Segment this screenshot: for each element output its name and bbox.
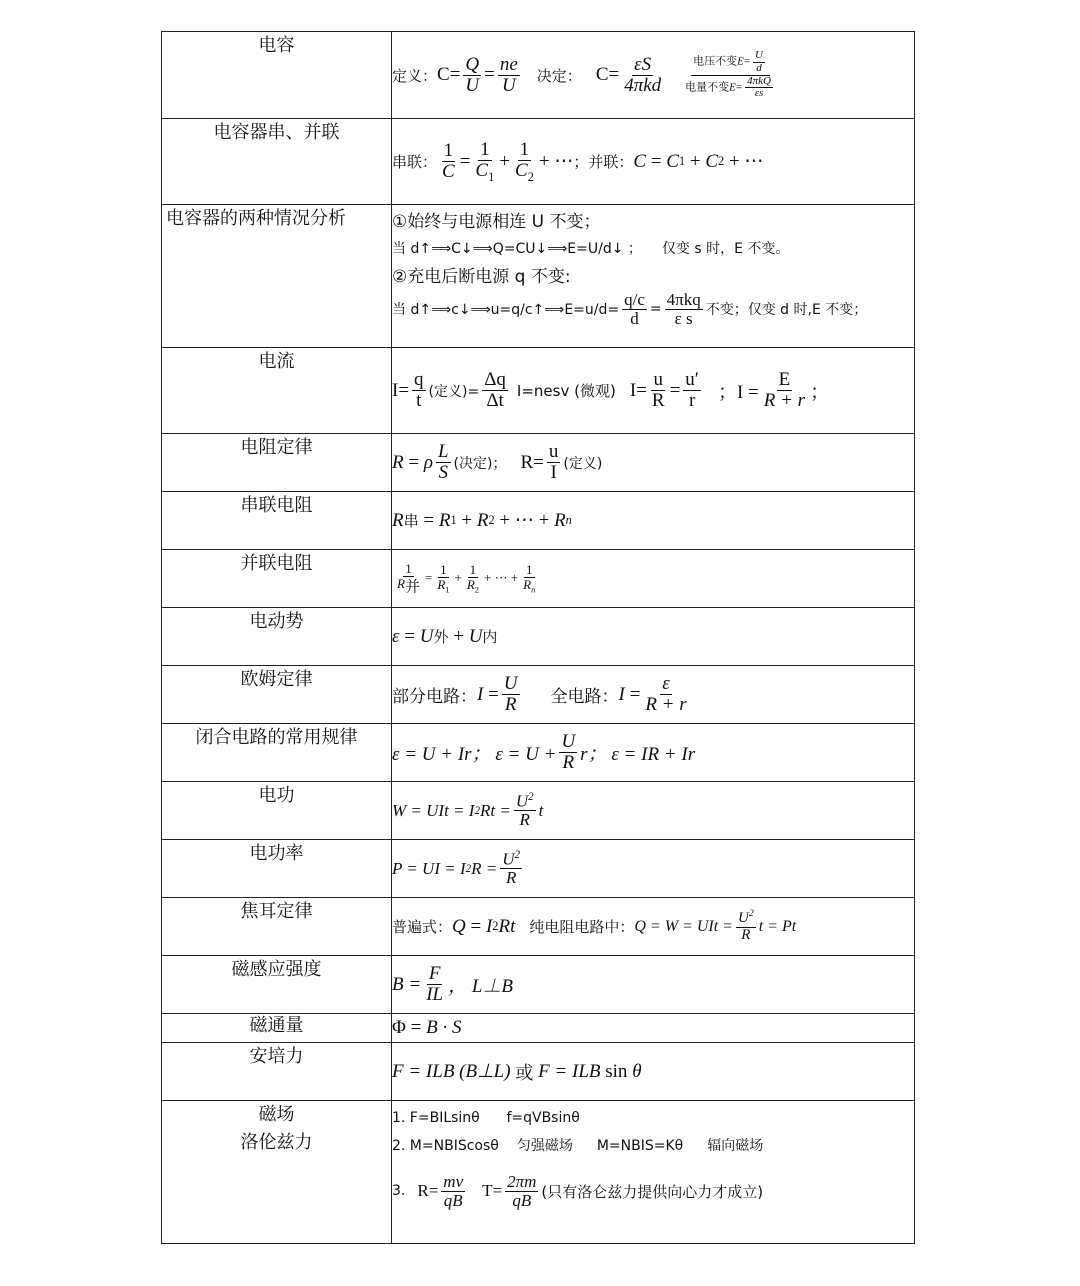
table-row <box>162 32 915 119</box>
table-row <box>162 205 915 348</box>
electric-power-formula: P = UI = I 2 R = $\frac{U^2}{R}$ <box>392 840 915 898</box>
row-label: 电容器的两种情况分析 <box>162 205 392 348</box>
table-row <box>162 119 915 205</box>
table-row <box>162 840 915 898</box>
table-row <box>162 666 915 724</box>
table-row <box>162 782 915 840</box>
table-row <box>162 1043 915 1101</box>
row-label: 磁通量 <box>162 1014 392 1043</box>
table-row <box>162 434 915 492</box>
closed-circuit-formula: ε = U + Ir； ε = U + $\frac{U}{R}$ r； ε = IR + Ir <box>392 724 915 782</box>
table-row <box>162 1014 915 1043</box>
row-label: 电容器串、并联 <box>162 119 392 205</box>
table-row <box>162 1101 915 1244</box>
magnetic-field-lorentz-formula: 1. F=BILsinθ f=qVBsinθ 2. M=NBIScosθ 匀强磁场 M=NBIS=Kθ 辐向磁场 3. R= $\frac{mv}{qB}$ T= $\frac{2\pi m}{qB}$ (只有洛仑兹力提供向心力才成立) <box>392 1101 915 1244</box>
row-label: 磁感应强度 <box>162 956 392 1014</box>
current-formula: I= $\frac{q}{t}$ (定义)= $\frac{\Delta q}{\Delta t}$ I=nesv (微观) I= $\frac{u}{R}$ = $\frac{u'}{r}$ ；I = $\frac{E}{R + r}$ ； <box>392 348 915 434</box>
row-label: 电流 <box>162 348 392 434</box>
electric-work-formula: W = UIt = I 2 Rt = $\frac{U^2}{R}$ t <box>392 782 915 840</box>
magnetic-induction-formula: B = $\frac{F}{IL}$ ， L⊥B <box>392 956 915 1014</box>
row-label: 欧姆定律 <box>162 666 392 724</box>
table-row <box>162 550 915 608</box>
table-row <box>162 492 915 550</box>
row-label: 串联电阻 <box>162 492 392 550</box>
table-row <box>162 348 915 434</box>
row-label: 电功 <box>162 782 392 840</box>
capacitor-series-parallel-formula: 串联： $\frac{1}{C}$ = $\frac{1}{C_1}$ + $\frac{1}{C_2}$ + ⋯ ；并联： C = C 1 + C 2 + ⋯ <box>392 119 915 205</box>
emf-formula: ε = U 外 + U 内 <box>392 608 915 666</box>
row-label: 电容 <box>162 32 392 119</box>
row-label: 磁场 洛伦兹力 <box>162 1101 392 1244</box>
row-label: 焦耳定律 <box>162 898 392 956</box>
magnetic-flux-formula: Φ = B · S <box>392 1014 915 1043</box>
parallel-resistance-formula: $\frac{1}{R_并}$ = $\frac{1}{R_1}$ + $\frac{1}{R_2}$ + ⋯ + $\frac{1}{R_n}$ <box>392 550 915 608</box>
physics-formula-table <box>161 31 915 1244</box>
capacitor-cases-analysis: ①始终与电源相连 U 不变； 当 d↑⟹C↓⟹Q=CU↓⟹E=U/d↓ ； 仅变 s 时，E 不变。 ②充电后断电源 q 不变: 当 d↑⟹c↓⟹u=q/c↑⟹E=u/d= $\frac{q/c}{d}$ = $\frac{\text{4πkq}}{\text{ε s}}$ 不变；仅变 d 时,E 不变； <box>392 205 915 348</box>
ampere-force-formula: F = ILB (B⊥L) 或 F = ILB sin θ <box>392 1043 915 1101</box>
row-label: 电功率 <box>162 840 392 898</box>
row-label: 安培力 <box>162 1043 392 1101</box>
row-label: 电动势 <box>162 608 392 666</box>
ohms-law-formula: 部分电路： I = $\frac{U}{R}$ 全电路： I = $\frac{\varepsilon}{R + r}$ <box>392 666 915 724</box>
resistance-law-formula: R = ρ $\frac{L}{S}$ (决定)； R= $\frac{u}{I}$ (定义) <box>392 434 915 492</box>
table-row <box>162 724 915 782</box>
table-row <box>162 608 915 666</box>
row-label: 闭合电路的常用规律 <box>162 724 392 782</box>
table-row <box>162 956 915 1014</box>
table-row <box>162 898 915 956</box>
series-resistance-formula: R 串 = R 1 + R 2 + ⋯ + R n <box>392 492 915 550</box>
joule-law-formula: 普遍式： Q = I 2 Rt 纯电阻电路中： Q = W = UIt = $\frac{U^2}{R}$ t = Pt <box>392 898 915 956</box>
row-label: 并联电阻 <box>162 550 392 608</box>
row-label: 电阻定律 <box>162 434 392 492</box>
capacitance-formula: 定义： C= $\frac{Q}{U}$ = $\frac{ne}{U}$ 决定： C= $\frac{\varepsilon S}{\text{4πkd}}$ 电压不变E= $\frac{U}{d}$ 电量不变E= $\frac{\text{4πkQ}}{\varepsilon s}$ <box>392 32 915 119</box>
